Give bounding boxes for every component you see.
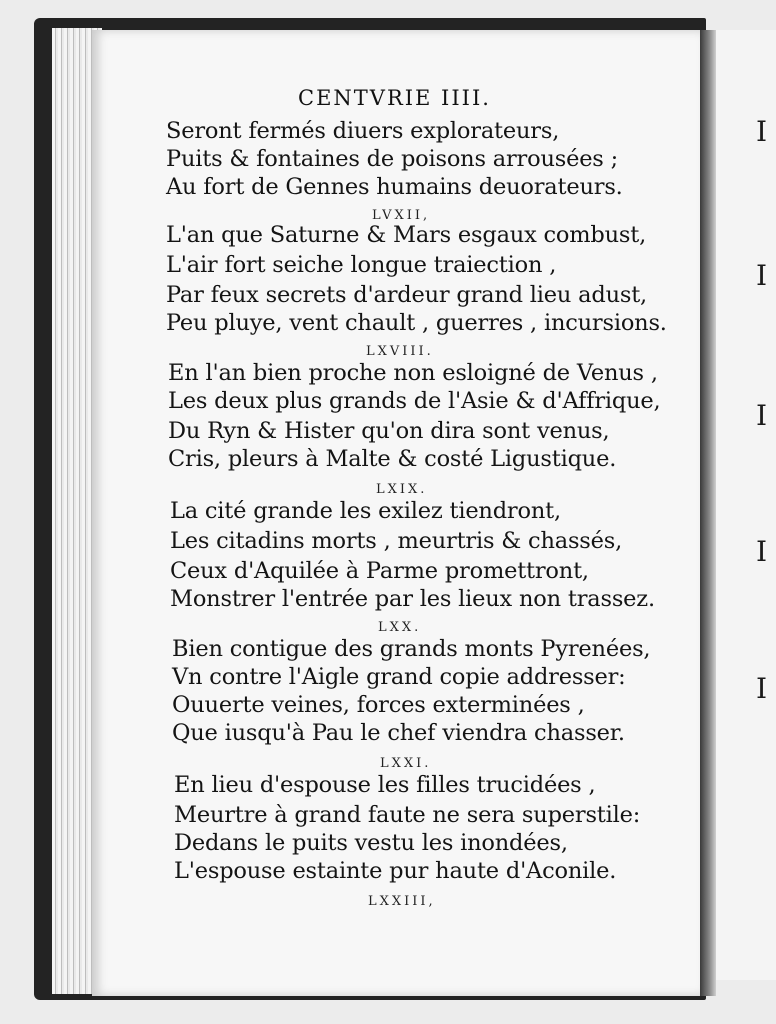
quatrain-number: LXVIII. <box>366 344 434 359</box>
verse-line: Cris, pleurs à Malte & costé Ligustique. <box>168 446 617 472</box>
verse-line: Vn contre l'Aigle grand copie addresser: <box>172 664 626 690</box>
verse-line: Ceux d'Aquilée à Parme promettront, <box>170 558 589 584</box>
verse-line: Bien contigue des grands monts Pyrenées, <box>172 636 651 662</box>
verse-line: Dedans le puits vestu les inondées, <box>174 830 568 856</box>
verse-line: Les deux plus grands de l'Asie & d'Affrique, <box>168 388 661 414</box>
verse-line: Que iusqu'à Pau le chef viendra chasser. <box>172 720 625 746</box>
verse-line: En l'an bien proche non esloigné de Venus , <box>168 360 658 386</box>
verse-line: Peu pluye, vent chault , guerres , incursions. <box>166 310 667 336</box>
verse-line: Du Ryn & Hister qu'on dira sont venus, <box>168 418 610 444</box>
catchword: LXXIII, <box>368 894 436 909</box>
quatrain-number: LVXII, <box>372 208 431 223</box>
verse-line: Monstrer l'entrée par les lieux non trassez. <box>170 586 655 612</box>
verse-line: Ouuerte veines, forces exterminées , <box>172 692 585 718</box>
book-gutter <box>700 30 716 996</box>
verse-line: La cité grande les exilez tiendront, <box>170 498 561 524</box>
verse-line: L'an que Saturne & Mars esgaux combust, <box>166 222 647 248</box>
quatrain-number: LXX. <box>378 620 422 635</box>
verse-line: Meurtre à grand faute ne sera superstile: <box>174 802 641 828</box>
verse-line: Au fort de Gennes humains deuorateurs. <box>166 174 623 200</box>
verse-line: L'espouse estainte pur haute d'Aconile. <box>174 858 617 884</box>
verse-line: Puits & fontaines de poisons arrousées ; <box>166 146 618 172</box>
verse-line: Seront fermés diuers explorateurs, <box>166 118 560 144</box>
verse-line: En lieu d'espouse les filles trucidées , <box>174 772 596 798</box>
verse-line: Par feux secrets d'ardeur grand lieu adust, <box>166 282 647 308</box>
verse-line: L'air fort seiche longue traiection , <box>166 252 557 278</box>
quatrain-number: LXIX. <box>376 482 428 497</box>
verse-line: Les citadins morts , meurtris & chassés, <box>170 528 623 554</box>
quatrain-number: LXXI. <box>380 756 432 771</box>
right-page-fragment: I I I I I <box>716 30 776 980</box>
running-head: CENTVRIE IIII. <box>298 86 491 110</box>
